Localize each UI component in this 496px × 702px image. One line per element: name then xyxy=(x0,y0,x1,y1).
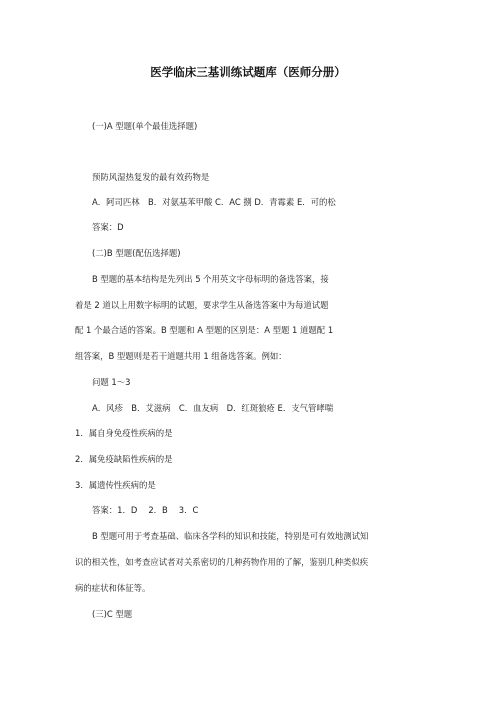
paragraph-line: 病的症状和体征等。 xyxy=(75,583,151,593)
section-heading-a-type: (一)A 型题(单个最佳选择题) xyxy=(92,121,198,131)
section-heading-c-type: (三)C 型题 xyxy=(92,609,133,619)
paragraph-line: B 型题的基本结构是先列出 5 个用英文字母标明的备选答案，接 xyxy=(92,274,329,284)
question-item: 2．属免疫缺陷性疾病的是 xyxy=(75,454,173,464)
paragraph-line: 组答案，B 型题则是若干道题共用 1 组备选答案。例如： xyxy=(75,351,287,361)
question-range: 问题 1～3 xyxy=(92,377,131,387)
answer-line: 答案：1．D 2．B 3．C xyxy=(92,505,199,515)
page-title: 医学临床三基训练试题库（医师分册） xyxy=(150,65,346,79)
paragraph-line: B 型题可用于考查基础、临床各学科的知识和技能，特别是可有效地测试知 xyxy=(92,531,369,541)
paragraph-line: 配 1 个最合适的答案。B 型题和 A 型题的区别是：A 型题 1 道题配 1 xyxy=(75,325,334,335)
answer-line: 答案：D xyxy=(92,222,124,232)
question-item: 3．属遗传性疾病的是 xyxy=(75,480,156,490)
answer-options: A．阿司匹林 B．对氨基苯甲酸 C．AC 捌 D．青霉素 E．可的松 xyxy=(92,197,336,207)
question-stem: 预防风湿热复发的最有效药物是 xyxy=(92,172,210,182)
paragraph-line: 着是 2 道以上用数字标明的试题，要求学生从备选答案中为每道试题 xyxy=(75,300,329,310)
section-heading-b-type: (二)B 型题(配伍选择题) xyxy=(92,248,181,258)
question-item: 1．属自身免疫性疾病的是 xyxy=(75,428,173,438)
answer-options: A．风疹 B．艾滋病 C．血友病 D．红斑狼疮 E．支气管哮喘 xyxy=(92,403,334,413)
paragraph-line: 识的相关性，如考查应试者对关系密切的几种药物作用的了解，鉴别几种类似疾 xyxy=(75,557,369,567)
